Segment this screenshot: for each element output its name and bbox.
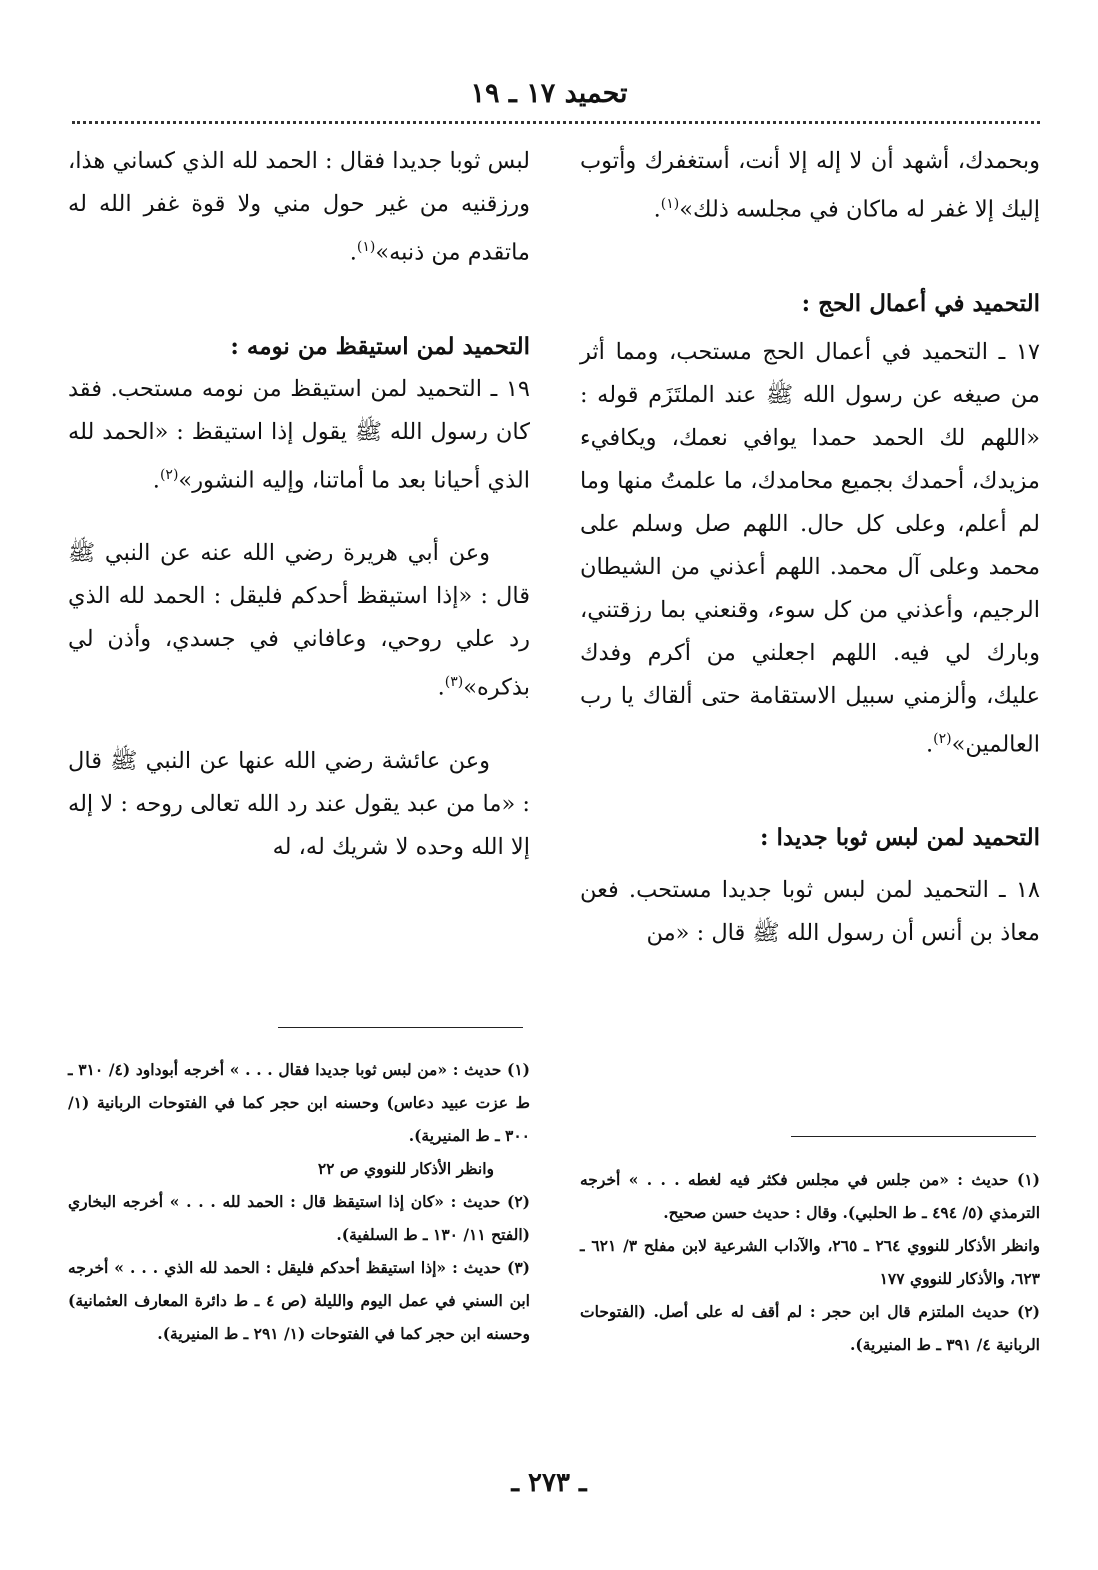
footnotes-left [68,1053,530,1350]
intro-paragraph: وبحمدك، أشهد أن لا إله إلا أنت، أستغفرك وأتوب إليك إلا غفر له ماكان في مجلسه ذلك»$^{(١)}$. [580,148,1040,223]
heading-new-garment: التحميد لمن لبس ثوبا جديدا : [760,824,1040,851]
running-header: تحميد ١٧ ـ ١٩ [470,78,628,109]
footnote-right-2: (٢) حديث الملتزم قال ابن حجر : لم أقف له على أصل. (الفتوحات الربانية ٤/ ٣٩١ ـ ط المنيرية). [580,1302,1040,1354]
footnote-ref: (١) [356,239,376,255]
paragraph-19: ١٩ ـ التحميد لمن استيقظ من نومه مستحب. فقد كان رسول الله ﷺ يقول إذا استيقظ : «الحمد لله الذي أحيانا بعد ما أماتنا، وإليه النشور»$^{(٢)}$. [68,375,530,493]
footnote-left-1: (١) حديث : «من لبس ثوبا جديدا فقال . . . » أخرجه أبوداود (٤/ ٣١٠ ـ ط عزت عبيد دعاس) وحسنه ابن حجر كما في الفتوحات الربانية (١/ ٣٠٠ ـ ط المنيرية). [68,1060,531,1145]
footnote-right-1-extra: وانظر الأذكار للنووي ٢٦٤ ـ ٢٦٥، والآداب الشرعية لابن مفلح ٣/ ٦٢١ ـ ٦٢٣، والأذكار للنووي ١٧٧ [580,1236,1041,1288]
hadith-aisha: وعن عائشة رضي الله عنها عن النبي ﷺ قال : «ما من عبد يقول عند رد الله تعالى روحه : لا إله إلا الله وحده لا شريك له، له [68,747,530,860]
footnote-ref: (٢) [933,730,952,747]
footnote-right-1: (١) حديث : «من جلس في مجلس فكثر فيه لغطه . . . » أخرجه الترمذي (٥/ ٤٩٤ ـ ط الحلبي). وقال : حديث حسن صحيح. [580,1170,1040,1222]
footnote-left-2: (٢) حديث : «كان إذا استيقظ قال : الحمد لله . . . » أخرجه البخاري (الفتح ١١/ ١٣٠ ـ ط السلفية). [68,1192,530,1244]
footnote-left-3: (٣) حديث : «إذا استيقظ أحدكم فليقل : الحمد لله الذي . . . » أخرجه ابن السني في عمل اليوم والليلة (ص ٤ ـ ط دائرة المعارف العثمانية) وحسنه ابن حجر كما في الفتوحات (١/ ٢٩١ ـ ط المنيرية). [68,1258,530,1343]
paragraph-17: ١٧ ـ التحميد في أعمال الحج مستحب، ومما أثر من صيغه عن رسول الله ﷺ عند الملتَزَم قوله : «اللهم لك الحمد حمدا يوافي نعمك، ويكافيء مزيدك، أحمدك بجميع محامدك، ما علمتُ منها وما لم أعلم، وعلى كل حال. اللهم صل وسلم على محمد وعلى آل محمد. اللهم أعذني من الشيطان الرجيم، وأعذني من كل سوء، وقنعني بما رزقتني، وبارك لي فيه. اللهم اجعلني من أكرم وفدك عليك، وألزمني سبيل الاستقامة حتى ألقاك يا رب العالمين»$^{(٢)}$. [580,338,1040,757]
footnote-ref: (١) [660,196,680,212]
paragraph-18: ١٨ ـ التحميد لمن لبس ثوبا جديدا مستحب. فعن معاذ بن أنس أن رسول الله ﷺ قال : «من [580,877,1040,946]
footnote-left-1-extra: وانظر الأذكار للنووي ص ٢٢ [317,1159,494,1178]
header-divider [72,121,1040,124]
footnotes-right [580,1163,1040,1361]
heading-hajj: التحميد في أعمال الحج : [801,289,1040,317]
footnote-rule-right [791,1136,1036,1137]
continuation-paragraph: لبس ثوبا جديدا فقال : الحمد لله الذي كساني هذا، ورزقنيه من غير حول مني ولا قوة غفر الله له ماتقدم من ذنبه»$^{(١)}$. [68,148,530,266]
heading-waking: التحميد لمن استيقظ من نومه : [230,332,530,360]
right-column [580,140,1040,955]
page-number: ـ ٢٧٣ ـ [511,1468,587,1498]
footnote-ref: (٢) [159,466,179,483]
left-column [68,140,530,869]
footnote-ref: (٣) [444,674,464,690]
hadith-abu-hurayra: وعن أبي هريرة رضي الله عنه عن النبي ﷺ قال : «إذا استيقظ أحدكم فليقل : الحمد لله الذي رد علي روحي، وعافاني في جسدي، وأذن لي بذكره»$^{(٣)}$. [68,540,530,701]
footnote-rule-left [278,1027,523,1028]
